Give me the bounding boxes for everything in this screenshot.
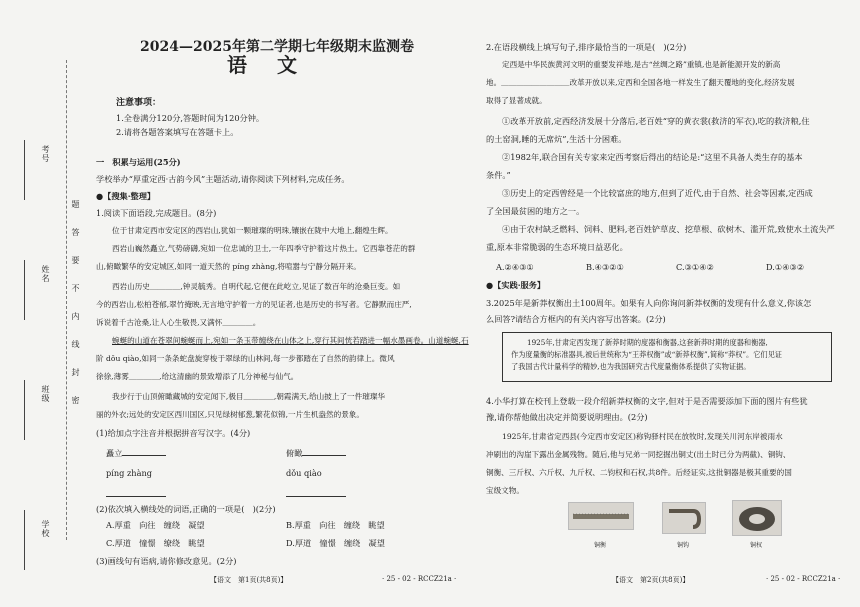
caption: 铜钩 bbox=[676, 542, 689, 549]
seal-char: 内 bbox=[71, 312, 80, 321]
bronze-ruler-photo bbox=[568, 502, 634, 530]
seal-char: 封 bbox=[71, 368, 80, 377]
q4-text: 铜衡、三斤权、六斤权、九斤权、二钧权和石权,共8件。后经证实,这批铜器是极其重要的国 bbox=[486, 468, 792, 477]
task-heading: ●【实践·服务】 bbox=[486, 280, 546, 290]
exam-page-2 bbox=[470, 0, 860, 607]
page-footer: 【语文 第2页(共8页)】 bbox=[612, 576, 690, 584]
sentence: ③历史上的定西曾经是一个比较富庶的地方,但到了近代,由于自然、社会等因素,定西成 bbox=[502, 188, 813, 198]
page-footer: 【语文 第1页(共8页)】 bbox=[210, 576, 288, 584]
question-4: 4.小华打算在校刊上登载一段介绍新莽权衡的文字,但对于是否需要添加下面的图片有些犹 bbox=[486, 396, 808, 406]
q2-text: 取得了显著成就。 bbox=[486, 96, 547, 105]
question-3: 么回答?请结合方框内的有关内容写出答案。(2分) bbox=[486, 314, 666, 324]
option-b: B.厚重 向往 缠绕 眺望 bbox=[286, 520, 385, 530]
exam-title: 2024—2025年第二学期七年级期末监测卷 bbox=[140, 39, 414, 55]
passage-line: 今的西岩山,松柏苍郁,翠竹掩映,无言地守护着一方的见证者,也是历史的书写者。它静默而庄严, bbox=[96, 300, 412, 309]
box-line: 了我国古代计量科学的精妙,也为我国研究古代度量衡体系提供了实物证据。 bbox=[511, 362, 751, 371]
sentence: 条件。” bbox=[486, 170, 511, 180]
fill-label: 矗立 bbox=[106, 446, 166, 460]
q2-option-b: B.④③②① bbox=[586, 262, 624, 272]
passage-line: 西岩山历史＿＿＿＿,钟灵毓秀。自明代起,它便在此屹立,见证了数百年的沧桑巨变。如 bbox=[112, 282, 401, 291]
box-line: 作为度量衡的标准器具,被后世统称为“王莽权衡”或“新莽权衡”,简称“莽权”。它们见证 bbox=[511, 350, 782, 359]
task-heading: ●【搜集·整理】 bbox=[96, 191, 156, 201]
passage-line: 位于甘肃定西市安定区的西岩山,犹如一颗璀璨的明珠,镶嵌在陇中大地上,翻煌生辉。 bbox=[112, 226, 393, 235]
school-label: 学校 bbox=[41, 520, 50, 538]
seal-char: 线 bbox=[71, 340, 80, 349]
q2-option-c: C.③①④② bbox=[676, 262, 714, 272]
passage-line: 我步行于山顶俯瞰藏城的安定闻下,极目＿＿＿＿,朝霞满天,给山披上了一件璀璨华 bbox=[112, 392, 386, 401]
seal-char: 答 bbox=[71, 228, 80, 237]
class-label: 班级 bbox=[41, 385, 50, 403]
sentence: ①改革开放前,定西经济发展十分落后,老百姓“穿的黄衣裳(救济的军衣),吃的救济粮,住 bbox=[502, 116, 810, 126]
passage-line: 徐徐,薄雾＿＿＿＿,给这清幽的景致增添了几分神秘与仙气。 bbox=[96, 372, 299, 381]
seal-char: 要 bbox=[71, 256, 80, 265]
bronze-weight-photo bbox=[732, 500, 782, 536]
fill-label: 俯瞰 bbox=[286, 446, 346, 460]
question-2: 2.在语段横线上填写句子,排序最恰当的一项是( )(2分) bbox=[486, 42, 687, 52]
notice-item: 1.全卷满分120分,答题时间为120分钟。 bbox=[116, 113, 265, 123]
q4-text: 1925年,甘肃省定西县(今定西市安定区)称钩驿村民在放牧时,发现关川河东岸被雨水 bbox=[502, 432, 783, 441]
name-label: 姓名 bbox=[41, 265, 50, 283]
q2-text: 地。＿＿＿＿＿＿＿＿＿改革开放以来,定西和全国各地一样发生了翻天覆地的变化,经济发展 bbox=[486, 78, 795, 87]
q4-text: 宝级文物。 bbox=[486, 486, 524, 495]
fill-label: dǒu qiào bbox=[286, 468, 322, 478]
sentence: 重,原本非常脆弱的生态环境日益恶化。 bbox=[486, 242, 628, 252]
seal-char: 不 bbox=[71, 284, 80, 293]
subject-title: 语文 bbox=[227, 53, 327, 77]
question-1-1: (1)给加点字注音并根据拼音写汉字。(4分) bbox=[96, 428, 251, 438]
passage-line: 阶 dǒu qiào,如同一条条蛇盘旋穿梭于翠绿的山林间,每一步都踏在了自然的韵律上。微风 bbox=[96, 354, 395, 363]
notice-title: 注意事项： bbox=[116, 98, 162, 108]
page-code: · 25 - 02 - RCCZ21a · bbox=[382, 575, 457, 583]
question-4: 豫,请你帮他做出决定并简要说明理由。(2分) bbox=[486, 412, 648, 422]
seal-line bbox=[66, 60, 67, 540]
bronze-hook-photo bbox=[662, 502, 706, 534]
option-d: D.厚道 憧憬 缠绕 凝望 bbox=[286, 538, 385, 548]
sentence: 了全国最贫困的地方之一。 bbox=[486, 206, 585, 216]
seal-char: 密 bbox=[71, 396, 80, 405]
info-box bbox=[502, 332, 832, 382]
q2-text: 定西是中华民族黄河文明的重要发祥地,是古“丝绸之路”重镇,也是新能源开发的新高 bbox=[502, 60, 781, 69]
caption: 铜权 bbox=[749, 542, 762, 549]
passage-line: 西岩山巍然矗立,气势磅礴,宛如一位忠诚的卫士,一年四季守护着这片热土。它西靠苍茫的群 bbox=[112, 244, 416, 253]
page-code: · 25 - 02 - RCCZ21a · bbox=[766, 575, 841, 583]
caption: 铜衡 bbox=[593, 542, 606, 549]
exam-no-label: 考号 bbox=[41, 145, 50, 163]
passage-line: 诉说着千古沧桑,让人心生敬畏,又满怀＿＿＿＿。 bbox=[96, 318, 261, 327]
question-1-2: (2)依次填入横线处的词语,正确的一项是( )(2分) bbox=[96, 504, 276, 514]
sentence: ②1982年,联合国有关专家来定西考察后得出的结论是:“这里不具备人类生存的基本 bbox=[502, 152, 803, 162]
q4-text: 冲刷出的沟崖下露出金属残物。随后,他与兄弟一同挖掘出铜丈(出土时已分为两截)、铜钩、 bbox=[486, 450, 791, 459]
sentence: 的土窑洞,睡的无席炕”,生活十分困难。 bbox=[486, 134, 627, 144]
sentence: ④由于农村缺乏燃料、饲料、肥料,老百姓铲草皮、挖草根、砍树木、滥开荒,致使水土流失严 bbox=[502, 224, 835, 234]
seal-char: 题 bbox=[71, 200, 80, 209]
box-line: 1925年,甘肃定西发现了新莽时期的度器和衡器,这套新莽时期的度器和衡器, bbox=[527, 338, 768, 347]
passage-line: 山,俯瞰繁华的安定城区,如同一道天然的 píng zhàng,将喧嚣与宁静分隔开来。 bbox=[96, 262, 361, 271]
option-a: A.厚重 向往 缠绕 凝望 bbox=[106, 520, 205, 530]
underlined-sentence: 蜿蜒的山道在苍翠间蜿蜒而上,宛如一条玉带缠绕在山体之上,穿行其间恍若踏进一幅水墨画卷。山道蜿蜒,石 bbox=[112, 336, 469, 345]
q2-option-a: A.②④③① bbox=[496, 262, 534, 272]
question-1: 1.阅读下面语段,完成题目。(8分) bbox=[96, 208, 217, 218]
q2-option-d: D.①④③② bbox=[766, 262, 805, 272]
activity-intro: 学校举办“厚重定西·古韵今风”主题活动,请你阅读下列材料,完成任务。 bbox=[96, 174, 350, 184]
binding-margin bbox=[0, 0, 90, 607]
question-1-3: (3)画线句有语病,请你修改意见。(2分) bbox=[96, 556, 237, 566]
option-c: C.厚道 憧憬 缭绕 眺望 bbox=[106, 538, 205, 548]
notice-item: 2.请将各题答案填写在答题卡上。 bbox=[116, 127, 239, 137]
section-heading: 一 积累与运用(25分) bbox=[96, 157, 181, 167]
passage-line: 丽的外衣;远处的安定区西川国区,只见绿树郁葱,繁花似锦,一片生机盎然的景象。 bbox=[96, 410, 364, 419]
fill-label: píng zhàng bbox=[106, 468, 152, 478]
page1-content bbox=[96, 0, 469, 607]
question-3: 3.2025年是新莽权衡出土100周年。如果有人向你询问新莽权衡的发现有什么意义,你该怎 bbox=[486, 298, 812, 308]
